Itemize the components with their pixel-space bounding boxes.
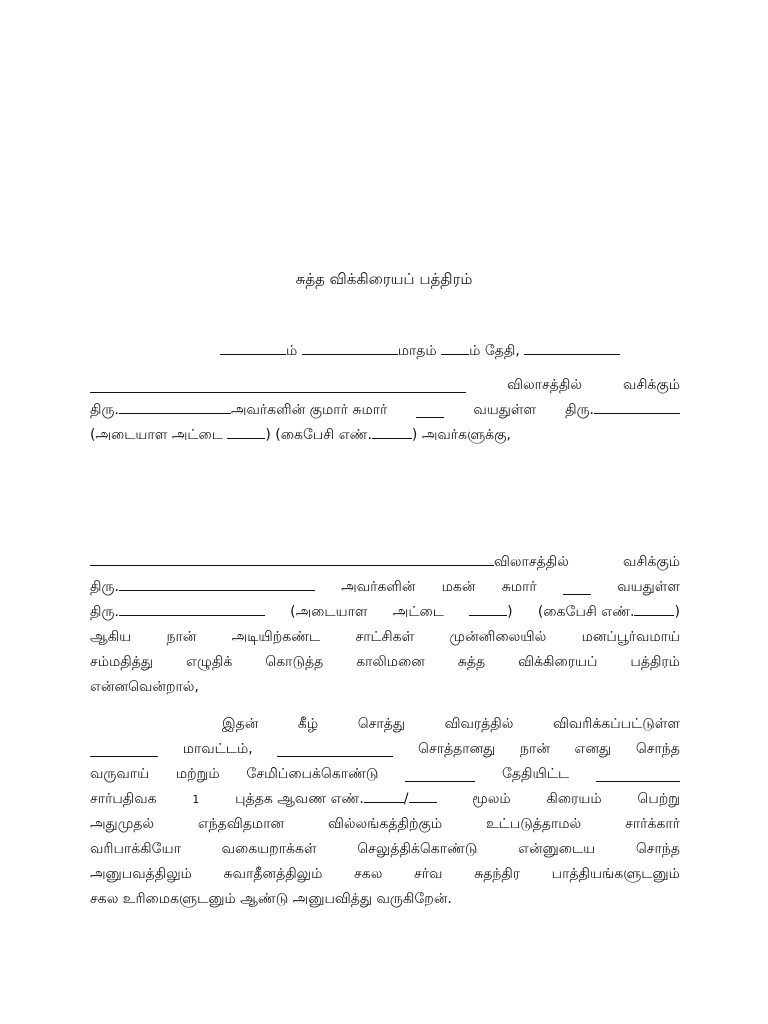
text-word: சுவாதீனத்திலும் [223, 866, 323, 882]
year-blank[interactable] [220, 340, 286, 355]
text-word: விவரிக்கப்பட்டுள்ள [552, 716, 680, 732]
party2-address-label: விலாசத்தில் [494, 554, 569, 570]
text-word: சகல [354, 866, 383, 882]
doc-number-label: புத்தக ஆவண எண். [235, 791, 364, 807]
party1-thiru2: திரு. [565, 402, 594, 418]
dated-label: தேதியிட்ட [501, 766, 570, 782]
party1-father-blank[interactable] [119, 399, 231, 414]
text-word: நான் [519, 741, 550, 757]
doc-year-blank[interactable] [409, 788, 437, 803]
text-word: சர்வ [413, 866, 443, 882]
party2-phone-close: ) [674, 604, 680, 620]
text-word: உட்படுத்தாமல் [485, 816, 582, 832]
text-word: எனது [574, 741, 612, 757]
party2-id-blank[interactable] [469, 601, 507, 616]
party1-line2 [90, 398, 680, 423]
text-word: அனுபவத்திலும் [90, 866, 192, 882]
text-word: எழுதிக் [186, 654, 233, 670]
party1-phone-close: ) [411, 427, 418, 443]
party1-name-blank[interactable] [594, 399, 680, 414]
party2-line3 [90, 600, 680, 625]
party2-id-close: ) [507, 604, 513, 620]
text-word: பத்திரம் [630, 654, 680, 670]
party2-block [90, 550, 680, 700]
party1-block [90, 373, 680, 448]
para-line4 [90, 787, 680, 812]
text-word: சாட்சிகள் [355, 629, 415, 645]
text-word: எந்தவிதமான [197, 816, 285, 832]
party2-phone-label: (கைபேசி எண். [537, 604, 635, 620]
text-word: கிரையம் [546, 791, 602, 807]
text-word: காலிமனை [356, 654, 425, 670]
party2-line6: என்னவென்றால், [90, 679, 199, 695]
party2-line1 [90, 550, 680, 575]
para-line2 [90, 737, 680, 762]
book-number: 1 [192, 793, 200, 806]
date-extra-blank[interactable] [524, 340, 620, 355]
para-line8: சகல உரிமைகளுடனும் ஆண்டு அனுபவித்து வருகிறேன். [90, 891, 452, 907]
party1-kumar: அவர்களின் குமார் சுமார் [230, 402, 388, 418]
party1-address-blank[interactable] [90, 378, 466, 393]
text-word: மனப்பூர்வமாய் [581, 629, 680, 645]
party1-age-blank[interactable] [416, 403, 444, 418]
party2-line4 [90, 625, 680, 650]
party2-line5 [90, 650, 680, 675]
text-word: இதன் [222, 716, 259, 732]
text-word: என்னுடைய [518, 841, 596, 857]
text-word: ஆகிய [90, 629, 132, 645]
text-word: விவரத்தில் [444, 716, 514, 732]
date-blank[interactable] [405, 767, 475, 782]
text-word: சேமிப்பைக்கொண்டு [246, 766, 379, 782]
party2-word: சுமார் [501, 579, 537, 595]
party2-phone-blank[interactable] [634, 601, 674, 616]
party1-phone-blank[interactable] [372, 424, 412, 439]
party1-residing-label: வசிக்கும் [623, 377, 680, 393]
party1-id-close: ) [265, 427, 271, 443]
text-word: மூலம் [472, 791, 511, 807]
party2-id-word: அட்டை [392, 604, 444, 620]
text-word: கொடுத்த [265, 654, 324, 670]
party2-name-blank[interactable] [119, 601, 265, 616]
date-text-3: ம் தேதி, [469, 343, 520, 359]
party2-thiru2: திரு. [90, 604, 119, 620]
para-line7 [90, 862, 680, 887]
month-blank[interactable] [302, 340, 398, 355]
text-word: சொத்து [357, 716, 405, 732]
party1-line1 [90, 373, 680, 398]
text-word: வகையறாக்கள் [221, 841, 317, 857]
doc-date-blank[interactable] [596, 767, 680, 782]
date-text-2: மாதம் [397, 343, 437, 359]
text-word: மற்றும் [175, 766, 220, 782]
property-blank[interactable] [277, 742, 393, 757]
party2-thiru: திரு. [90, 579, 119, 595]
party1-address-label: விலாசத்தில் [507, 377, 582, 393]
slash: / [403, 791, 409, 807]
party2-line2 [90, 575, 680, 600]
party1-age-label: வயதுள்ள [473, 402, 537, 418]
party2-word: அவர்களின் [341, 579, 416, 595]
district-label: மாவட்டம், [182, 741, 253, 757]
party2-id-word: (அடையாள [290, 604, 368, 620]
text-word: சொந்த [635, 841, 680, 857]
date-text-1: ம் [286, 343, 298, 359]
text-word: அதுமுதல் [90, 816, 154, 832]
party2-address-blank[interactable] [90, 551, 494, 566]
para-line5 [90, 812, 680, 837]
text-word: சார்க்கார் [625, 816, 680, 832]
party1-thiru: திரு. [90, 402, 119, 418]
text-word: பாத்தியங்களுடனும் [551, 866, 680, 882]
para-line3 [90, 762, 680, 787]
document-title: சுத்த விக்கிரையப் பத்திரம் [295, 270, 473, 288]
text-word: சுதந்திர [474, 866, 521, 882]
text-word: வருவாய் [90, 766, 150, 782]
party2-residing-label: வசிக்கும் [623, 554, 680, 570]
text-word: கீழ் [297, 716, 319, 732]
text-word: முன்னிலையில் [449, 629, 547, 645]
sub-registrar-label: சார்பதிவக [90, 791, 157, 807]
party1-recipient: அவர்களுக்கு, [421, 427, 511, 443]
text-word: சுத்த [457, 654, 486, 670]
text-word: நான் [166, 629, 197, 645]
text-word: பெற்று [637, 791, 680, 807]
para-line6 [90, 837, 680, 862]
district-blank[interactable] [90, 742, 158, 757]
text-word: சம்மதித்து [90, 654, 154, 670]
text-word: சொத்தானது [418, 741, 496, 757]
date-line [220, 340, 620, 361]
day-blank[interactable] [441, 340, 469, 355]
party2-age-label: வயதுள்ள [617, 579, 680, 595]
doc-number-blank[interactable] [364, 788, 404, 803]
party2-father-blank[interactable] [119, 576, 315, 591]
party2-age-blank[interactable] [563, 580, 591, 595]
text-word: விக்கிரையப் [518, 654, 598, 670]
text-word: வரிபாக்கியோ [90, 841, 181, 857]
party1-phone-label: (கைபேசி எண். [275, 427, 372, 443]
text-word: செலுத்திக்கொண்டு [357, 841, 478, 857]
text-word: அடியிற்கண்ட [231, 629, 321, 645]
text-word: சொந்த [635, 741, 680, 757]
para-line1 [90, 712, 680, 737]
property-paragraph [90, 712, 680, 912]
text-word: வில்லங்கத்திற்கும் [327, 816, 443, 832]
party2-word: மகன் [441, 579, 476, 595]
party1-id-label: (அடையாள அட்டை [90, 427, 223, 443]
party1-id-blank[interactable] [227, 424, 265, 439]
party1-line3 [90, 423, 680, 448]
